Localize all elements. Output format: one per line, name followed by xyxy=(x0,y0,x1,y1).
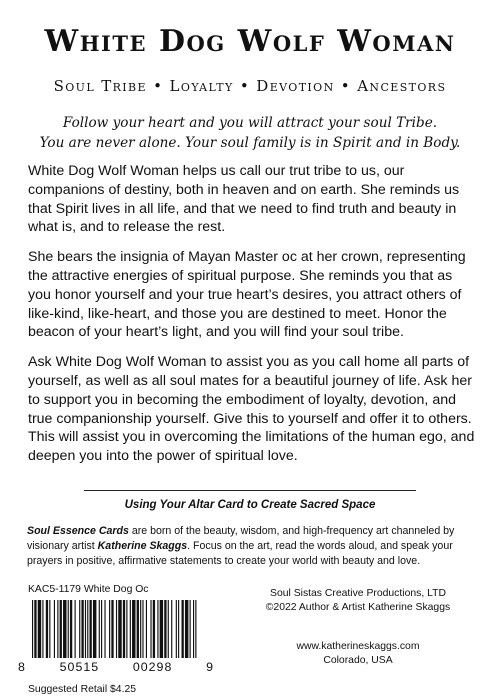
barcode-bar xyxy=(185,600,188,658)
publisher-block xyxy=(258,587,458,614)
barcode-bar xyxy=(126,600,127,658)
barcode-bar xyxy=(142,600,143,658)
tagline xyxy=(10,113,490,153)
barcode-bar xyxy=(150,600,151,658)
barcode-bar xyxy=(32,600,33,658)
barcode-bar xyxy=(54,600,55,658)
barcode-bar xyxy=(85,600,86,658)
barcode-bar xyxy=(164,600,166,658)
barcode-bar xyxy=(75,600,76,658)
barcode-bar xyxy=(60,600,62,658)
barcode-bar xyxy=(109,600,110,658)
barcode-bar xyxy=(90,600,92,658)
body-paragraph-1: White Dog Wolf Woman helps us call our trut tribe to us, our companions of destiny, both in heaven and on earth. She reminds us that Spirit lives in all life, and that we need to find truth and beauty in what is, and to release the rest. xyxy=(28,163,460,236)
barcode-bar xyxy=(111,600,113,658)
barcode-bar xyxy=(195,600,196,658)
barcode-bar xyxy=(130,600,131,658)
barcode-bar xyxy=(34,600,36,658)
altar-heading: Using Your Altar Card to Create Sacred Space xyxy=(124,499,376,511)
card-title: White Dog Wolf Woman xyxy=(44,24,456,59)
barcode-digit-group-1: 50515 xyxy=(59,660,100,674)
barcode-digits xyxy=(18,660,214,674)
barcode-bar xyxy=(123,600,125,658)
barcode-digit-last: 9 xyxy=(206,660,214,674)
barcode-bar xyxy=(193,600,194,658)
barcode-bar xyxy=(132,600,135,658)
barcode-bar xyxy=(182,600,184,658)
barcode-bar xyxy=(68,600,69,658)
cards-description xyxy=(27,524,477,569)
barcode-digit-first: 8 xyxy=(18,660,26,674)
publisher-name: Soul Sistas Creative Productions, LTD xyxy=(270,588,446,599)
body-paragraph-2: She bears the insignia of Mayan Master oc at her crown, representing the attractive energies of spiritual purpose. She reminds you that as you honor yourself and your true heart’s desires, you attract others of like-kind, like-heart, and those you are destined to meet. Honor the beacon of your heart’s light, and you will find your soul tribe. xyxy=(28,249,466,341)
barcode-bar xyxy=(176,600,177,658)
barcode-bar xyxy=(157,600,158,658)
barcode-image xyxy=(30,600,198,658)
artist-name: Katherine Skaggs xyxy=(97,540,188,552)
barcode-bar xyxy=(79,600,80,658)
suggested-retail: Suggested Retail $4.25 xyxy=(28,684,137,695)
cards-desc-text-2: . Focus on the art, read the words aloud, and speak your prayers in positive, affirmative statements to create your world with beauty and love. xyxy=(27,540,453,567)
divider-rule xyxy=(84,490,416,491)
barcode-bar xyxy=(63,600,66,658)
location-text: Colorado, USA xyxy=(323,654,393,666)
body-paragraph-3: Ask White Dog Wolf Woman to assist you as you call home all parts of yourself, as well as all soul mates for a beautiful journey of life. Ask her to support you in becoming the embodiment of loyalty, devotion, and true companionship yourself. Give this to yourself and offer it to others. This will assist you in overcoming the limitations of the human ego, and deepen you into the power of spiritual love. xyxy=(28,354,475,465)
barcode-bar xyxy=(146,600,147,658)
barcode-bar xyxy=(87,600,88,658)
barcode-bar xyxy=(70,600,72,658)
barcode-digit-group-2: 00298 xyxy=(132,660,173,674)
barcode-bar xyxy=(153,600,155,658)
tagline-line-2: You are never alone. Your soul family is in Spirit and in Body. xyxy=(39,135,461,151)
barcode-bar xyxy=(178,600,179,658)
barcode-bar xyxy=(42,600,43,658)
barcode-bar xyxy=(104,600,105,658)
cards-desc-text-1: are born of the beauty, wisdom, and high-frequency art channeled by visionary artist xyxy=(27,525,455,552)
brand-name: Soul Essence Cards xyxy=(27,525,129,537)
barcode-bar xyxy=(99,600,100,658)
product-sku: KAC5-1179 White Dog Oc xyxy=(28,584,149,595)
barcode-bar xyxy=(168,600,169,658)
barcode-bar xyxy=(81,600,83,658)
barcode-bar xyxy=(140,600,141,658)
barcode-bar xyxy=(190,600,191,658)
barcode-bar xyxy=(118,600,121,658)
barcode-bar xyxy=(171,600,172,658)
barcode-bar xyxy=(160,600,163,658)
website-link[interactable]: www.katherineskaggs.com xyxy=(296,641,420,652)
barcode-bar xyxy=(137,600,139,658)
barcode-bar xyxy=(101,600,102,658)
copyright-line: ©2022 Author & Artist Katherine Skaggs xyxy=(265,601,451,613)
body-text xyxy=(28,162,476,477)
barcode-bar xyxy=(46,600,48,658)
barcode-bar xyxy=(57,600,58,658)
contact-block xyxy=(258,640,458,667)
barcode-bar xyxy=(93,600,96,658)
card-subtitle: Soul Tribe • Loyalty • Devotion • Ancestors xyxy=(53,77,447,95)
barcode-bar xyxy=(49,600,50,658)
barcode-bar xyxy=(116,600,117,658)
tagline-line-1: Follow your heart and you will attract your soul Tribe. xyxy=(62,115,438,131)
barcode-bar xyxy=(38,600,41,658)
